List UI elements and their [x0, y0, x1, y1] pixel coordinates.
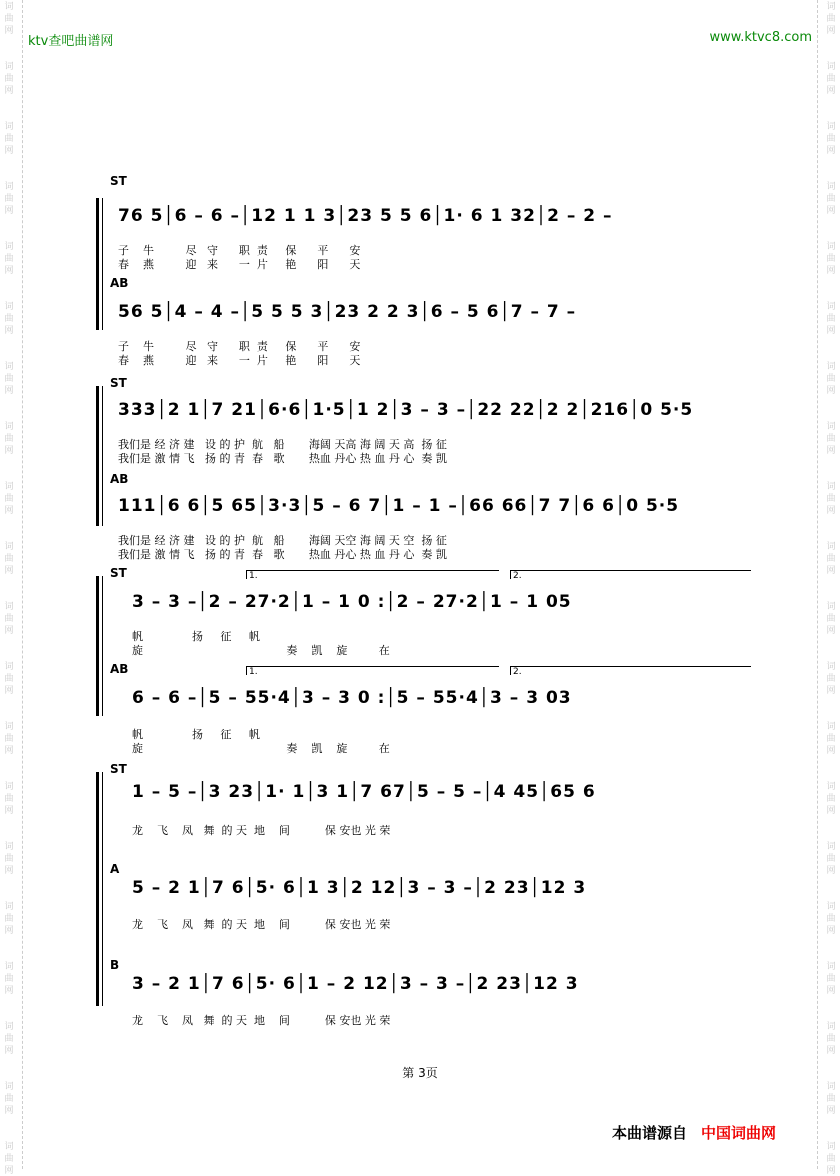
- notation-line: 5 – 2 1│7 6│5· 6│1 3│2 12│3 – 3 –│2 23│12 3: [132, 878, 587, 898]
- notation-line: 3 – 3 –│2 – 27·2│1 – 1 0 :│2 – 27·2│1 – 1 05: [132, 592, 572, 612]
- watermark-char: 网: [826, 986, 836, 996]
- watermark-char: 词: [826, 902, 836, 912]
- lyrics-verse-2: 春 燕 迎 来 一 片 艳 阳 天: [118, 354, 361, 367]
- volta-bracket-1: 1.: [246, 666, 499, 675]
- watermark-char: 网: [826, 626, 836, 636]
- watermark-char: 词: [4, 1142, 14, 1152]
- watermark-char: 曲: [4, 494, 14, 504]
- watermark-char: 网: [826, 1166, 836, 1176]
- watermark-char: 词: [826, 722, 836, 732]
- score-system-1: [96, 172, 752, 330]
- watermark-char: 曲: [4, 734, 14, 744]
- watermark-char: 曲: [4, 854, 14, 864]
- watermark-char: 词: [4, 902, 14, 912]
- watermark-char: 词: [4, 242, 14, 252]
- watermark-char: 曲: [4, 914, 14, 924]
- watermark-char: 曲: [4, 1154, 14, 1164]
- watermark-char: 词: [4, 1022, 14, 1032]
- watermark-char: 曲: [826, 794, 836, 804]
- lyrics-verse-1: 帆 扬 征 帆: [132, 630, 260, 643]
- watermark-char: 网: [4, 926, 14, 936]
- watermark-char: 网: [4, 806, 14, 816]
- watermark-char: 曲: [4, 374, 14, 384]
- watermark-char: 词: [826, 2, 836, 12]
- watermark-char: 词: [4, 122, 14, 132]
- watermark-char: 词: [826, 122, 836, 132]
- volta-bracket-1: 1.: [246, 570, 499, 579]
- watermark-char: 曲: [826, 434, 836, 444]
- notation-line: 333│2 1│7 21│6·6│1·5│1 2│3 – 3 –│22 22│2 2│216│0 5·5: [118, 400, 694, 420]
- watermark-char: 网: [4, 746, 14, 756]
- watermark-char: 词: [826, 1082, 836, 1092]
- watermark-char: 词: [4, 962, 14, 972]
- watermark-char: 词: [826, 602, 836, 612]
- watermark-char: 词: [826, 302, 836, 312]
- watermark-char: 曲: [4, 314, 14, 324]
- source-footer: [612, 1122, 776, 1143]
- watermark-char: 曲: [826, 1154, 836, 1164]
- watermark-char: 曲: [826, 1094, 836, 1104]
- lyrics-verse-1: 帆 扬 征 帆: [132, 728, 260, 741]
- watermark-char: 词: [826, 362, 836, 372]
- watermark-char: 词: [826, 182, 836, 192]
- watermark-char: 网: [826, 566, 836, 576]
- watermark-char: 曲: [4, 674, 14, 684]
- watermark-char: 网: [826, 926, 836, 936]
- watermark-char: 词: [826, 1142, 836, 1152]
- watermark-char: 词: [4, 722, 14, 732]
- watermark-char: 词: [826, 62, 836, 72]
- watermark-char: 网: [826, 446, 836, 456]
- watermark-char: 网: [826, 86, 836, 96]
- watermark-char: 曲: [826, 614, 836, 624]
- notation-line: 3 – 2 1│7 6│5· 6│1 – 2 12│3 – 3 –│2 23│12 3: [132, 974, 579, 994]
- watermark-char: 网: [4, 26, 14, 36]
- voice-label: AB: [110, 662, 129, 676]
- notation-line: 76 5│6 – 6 –│12 1 1 3│23 5 5 6│1· 6 1 32│2 – 2 –: [118, 206, 613, 226]
- watermark-char: 网: [4, 266, 14, 276]
- watermark-char: 网: [826, 26, 836, 36]
- voice-label: B: [110, 958, 120, 972]
- watermark-char: 网: [4, 446, 14, 456]
- score-system-3: [96, 566, 752, 716]
- watermark-char: 词: [4, 182, 14, 192]
- watermark-char: 曲: [4, 1034, 14, 1044]
- watermark-char: 词: [4, 302, 14, 312]
- watermark-char: 网: [826, 386, 836, 396]
- watermark-char: 网: [826, 506, 836, 516]
- page-number: 第 3页: [402, 1066, 438, 1080]
- lyrics-verse-2: 我们是 激 情 飞 扬 的 青 春 歌 热血 丹心 热 血 丹 心 奏 凯: [118, 548, 447, 561]
- watermark-char: 网: [4, 866, 14, 876]
- lyrics-verse-2: 旋 奏 凯 旋 在: [132, 644, 390, 657]
- score-system-4: [96, 762, 752, 1006]
- voice-label: ST: [110, 376, 127, 390]
- score-system-2: [96, 376, 752, 526]
- watermark-char: 词: [826, 962, 836, 972]
- watermark-char: 曲: [4, 254, 14, 264]
- lyrics-verse-2: 春 燕 迎 来 一 片 艳 阳 天: [118, 258, 361, 271]
- watermark-char: 网: [4, 206, 14, 216]
- watermark-char: 曲: [826, 194, 836, 204]
- watermark-char: 词: [826, 842, 836, 852]
- watermark-char: 词: [4, 782, 14, 792]
- lyrics-verse-1: 我们是 经 济 建 设 的 护 航 船 海阔 天空 海 阔 天 空 扬 征: [118, 534, 447, 547]
- notation-line: 6 – 6 –│5 – 55·4│3 – 3 0 :│5 – 55·4│3 – 3 03: [132, 688, 572, 708]
- source-site-link[interactable]: 中国词曲网: [701, 1124, 777, 1142]
- watermark-char: 曲: [826, 734, 836, 744]
- site-header-right[interactable]: www.ktvc8.com: [709, 30, 812, 45]
- watermark-char: 网: [826, 266, 836, 276]
- watermark-char: 曲: [4, 434, 14, 444]
- watermark-char: 词: [4, 1082, 14, 1092]
- watermark-char: 词: [826, 662, 836, 672]
- watermark-char: 词: [4, 362, 14, 372]
- watermark-char: 曲: [826, 974, 836, 984]
- lyrics-verse-1: 龙 飞 凤 舞 的 天 地 间 保 安也 光 荣: [132, 824, 391, 837]
- lyrics-verse-2: 我们是 激 情 飞 扬 的 青 春 歌 热血 丹心 热 血 丹 心 奏 凯: [118, 452, 447, 465]
- watermark-char: 词: [4, 602, 14, 612]
- lyrics-verse-1: 子 牛 尽 守 职 责 保 平 安: [118, 244, 361, 257]
- watermark-char: 网: [826, 1046, 836, 1056]
- watermark-char: 网: [4, 986, 14, 996]
- watermark-char: 网: [826, 146, 836, 156]
- watermark-char: 曲: [4, 14, 14, 24]
- watermark-char: 曲: [4, 554, 14, 564]
- watermark-char: 曲: [826, 254, 836, 264]
- watermark-char: 网: [826, 806, 836, 816]
- watermark-char: 网: [4, 86, 14, 96]
- watermark-char: 网: [826, 686, 836, 696]
- watermark-char: 网: [826, 326, 836, 336]
- watermark-char: 曲: [826, 914, 836, 924]
- watermark-char: 曲: [4, 974, 14, 984]
- watermark-char: 网: [826, 206, 836, 216]
- lyrics-verse-1: 龙 飞 凤 舞 的 天 地 间 保 安也 光 荣: [132, 1014, 391, 1027]
- voice-label: AB: [110, 472, 129, 486]
- watermark-char: 网: [4, 326, 14, 336]
- watermark-char: 网: [4, 686, 14, 696]
- watermark-char: 网: [4, 506, 14, 516]
- watermark-char: 曲: [826, 554, 836, 564]
- lyrics-verse-2: 旋 奏 凯 旋 在: [132, 742, 390, 755]
- watermark-char: 词: [4, 842, 14, 852]
- watermark-char: 曲: [4, 614, 14, 624]
- watermark-char: 曲: [826, 854, 836, 864]
- watermark-char: 曲: [4, 74, 14, 84]
- notation-line: 111│6 6│5 65│3·3│5 – 6 7│1 – 1 –│66 66│7 7│6 6│0 5·5: [118, 496, 680, 516]
- source-label: 本曲谱源自: [612, 1124, 688, 1142]
- watermark-char: 曲: [826, 314, 836, 324]
- watermark-char: 曲: [826, 134, 836, 144]
- watermark-char: 网: [4, 1106, 14, 1116]
- watermark-char: 词: [4, 2, 14, 12]
- watermark-char: 词: [826, 482, 836, 492]
- watermark-char: 词: [826, 782, 836, 792]
- voice-label: ST: [110, 762, 127, 776]
- watermark-char: 词: [826, 242, 836, 252]
- watermark-char: 网: [4, 1166, 14, 1176]
- watermark-char: 词: [4, 662, 14, 672]
- watermark-char: 曲: [826, 494, 836, 504]
- voice-label: ST: [110, 174, 127, 188]
- lyrics-verse-1: 我们是 经 济 建 设 的 护 航 船 海阔 天高 海 阔 天 高 扬 征: [118, 438, 447, 451]
- voice-label: A: [110, 862, 120, 876]
- watermark-char: 词: [826, 422, 836, 432]
- watermark-char: 网: [4, 386, 14, 396]
- voice-label: ST: [110, 566, 127, 580]
- watermark-char: 曲: [4, 134, 14, 144]
- voice-label: AB: [110, 276, 129, 290]
- watermark-char: 曲: [4, 1094, 14, 1104]
- watermark-char: 曲: [826, 674, 836, 684]
- watermark-char: 网: [4, 146, 14, 156]
- watermark-char: 网: [4, 1046, 14, 1056]
- watermark-char: 曲: [4, 194, 14, 204]
- lyrics-verse-1: 龙 飞 凤 舞 的 天 地 间 保 安也 光 荣: [132, 918, 391, 931]
- watermark-char: 词: [826, 542, 836, 552]
- watermark-char: 网: [826, 866, 836, 876]
- watermark-char: 曲: [826, 14, 836, 24]
- watermark-char: 词: [4, 482, 14, 492]
- volta-bracket-2: 2.: [510, 666, 751, 675]
- watermark-char: 网: [826, 1106, 836, 1116]
- watermark-char: 词: [4, 542, 14, 552]
- watermark-char: 词: [4, 62, 14, 72]
- watermark-char: 网: [4, 566, 14, 576]
- watermark-char: 曲: [826, 374, 836, 384]
- watermark-char: 词: [826, 1022, 836, 1032]
- watermark-char: 曲: [826, 1034, 836, 1044]
- site-header-left[interactable]: ktv查吧曲谱网: [28, 34, 114, 49]
- notation-line: 1 – 5 –│3 23│1· 1│3 1│7 67│5 – 5 –│4 45│65 6: [132, 782, 596, 802]
- watermark-char: 网: [4, 626, 14, 636]
- lyrics-verse-1: 子 牛 尽 守 职 责 保 平 安: [118, 340, 361, 353]
- notation-line: 56 5│4 – 4 –│5 5 5 3│23 2 2 3│6 – 5 6│7 – 7 –: [118, 302, 577, 322]
- volta-bracket-2: 2.: [510, 570, 751, 579]
- watermark-char: 网: [826, 746, 836, 756]
- watermark-char: 词: [4, 422, 14, 432]
- watermark-char: 曲: [4, 794, 14, 804]
- watermark-char: 曲: [826, 74, 836, 84]
